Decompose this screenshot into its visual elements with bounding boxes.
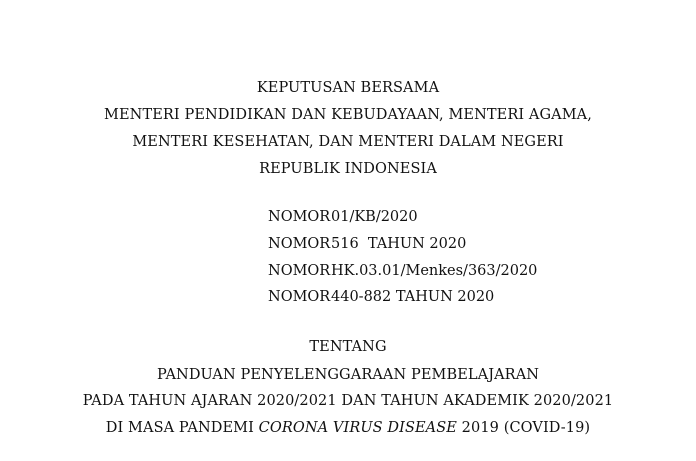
decree-number-row xyxy=(268,288,494,306)
subject-line-3-italic: CORONA VIRUS DISEASE xyxy=(258,420,457,436)
ministers-line-2: MENTERI KESEHATAN, DAN MENTERI DALAM NEGERI xyxy=(132,134,564,150)
subject-line-3 xyxy=(0,419,696,437)
decree-number-label: NOMOR xyxy=(268,236,331,252)
subject-line-1: PANDUAN PENYELENGGARAAN PEMBELAJARAN xyxy=(156,367,540,383)
ministers-line-1: MENTERI PENDIDIKAN DAN KEBUDAYAAN, MENTERI AGAMA, xyxy=(104,107,592,123)
republic-line: REPUBLIK INDONESIA xyxy=(259,161,437,177)
decree-number-label: NOMOR xyxy=(268,263,331,279)
decree-number-value: 440-882 TAHUN 2020 xyxy=(331,289,495,305)
decree-number-row xyxy=(268,262,537,280)
decree-number-value: 01/KB/2020 xyxy=(331,209,418,225)
decree-number-value: HK.03.01/Menkes/363/2020 xyxy=(331,263,538,279)
decree-number-label: NOMOR xyxy=(268,209,331,225)
subject-line-2: PADA TAHUN AJARAN 2020/2021 DAN TAHUN AKADEMIK 2020/2021 xyxy=(82,393,614,409)
subject-heading: TENTANG xyxy=(309,339,387,355)
subject-line-3-prefix: DI MASA PANDEMI xyxy=(105,420,259,436)
decree-title: KEPUTUSAN BERSAMA xyxy=(256,80,440,96)
subject-line-3-suffix: 2019 (COVID-19) xyxy=(456,420,591,436)
decree-number-value: 516 TAHUN 2020 xyxy=(331,236,467,252)
decree-number-row xyxy=(268,208,418,226)
decree-number-row xyxy=(268,235,466,253)
decree-number-label: NOMOR xyxy=(268,289,331,305)
